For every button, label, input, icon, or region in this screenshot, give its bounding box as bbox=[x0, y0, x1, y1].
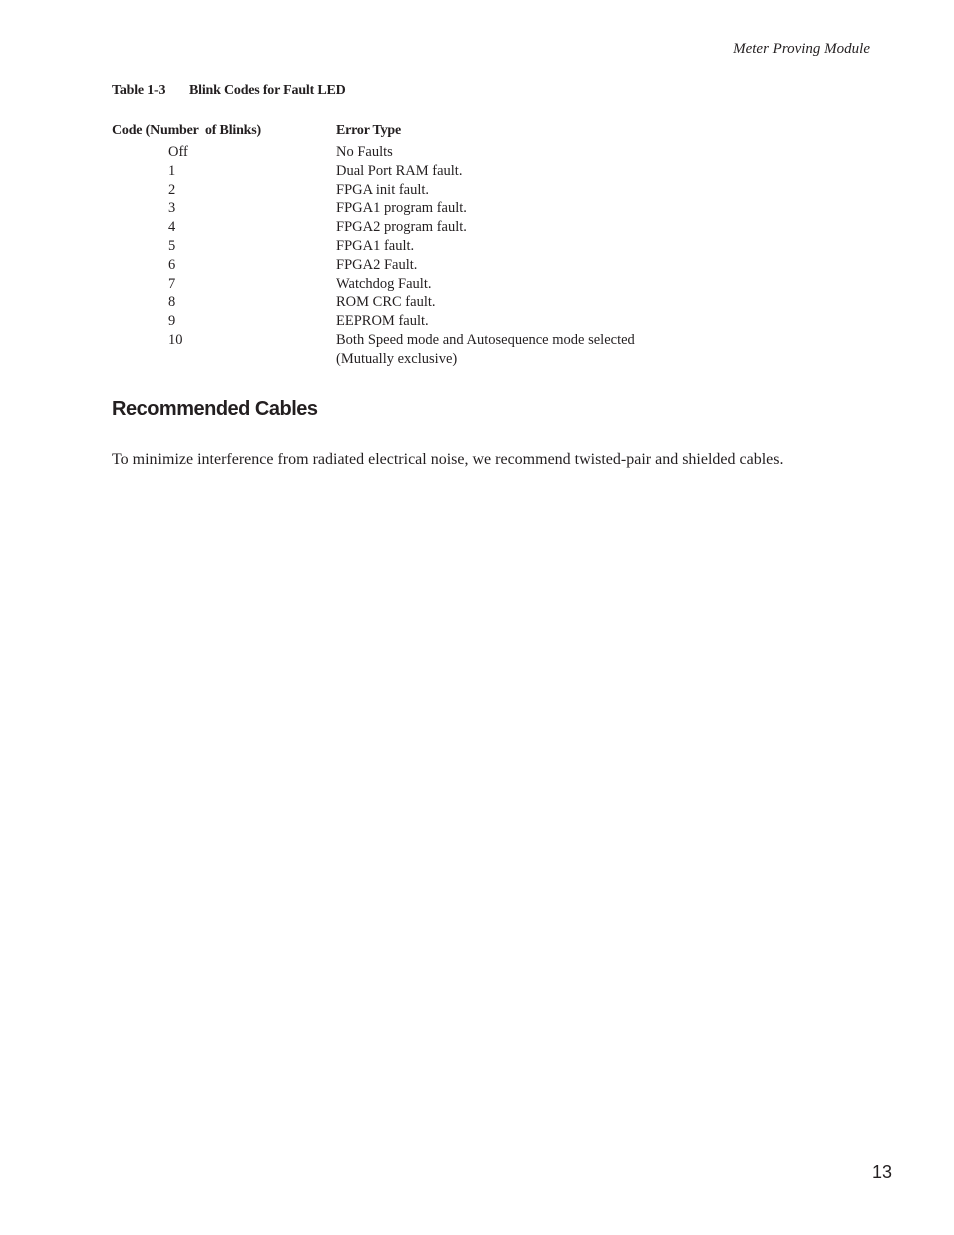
section-heading: Recommended Cables bbox=[112, 398, 318, 420]
error-type-cell: Dual Port RAM fault. bbox=[336, 162, 463, 179]
code-cell: 7 bbox=[168, 275, 176, 292]
table-row bbox=[112, 331, 712, 350]
running-header: Meter Proving Module bbox=[733, 41, 870, 57]
error-type-cell: Watchdog Fault. bbox=[336, 275, 432, 292]
column-header-error-type: Error Type bbox=[336, 123, 402, 138]
table-row bbox=[112, 293, 712, 312]
code-cell: 4 bbox=[168, 219, 176, 236]
body-paragraph: To minimize interference from radiated electrical noise, we recommend twisted-pair and shielded cables. bbox=[112, 451, 784, 468]
table-row bbox=[112, 237, 712, 256]
code-cell: 1 bbox=[168, 162, 176, 179]
code-cell: 8 bbox=[168, 294, 176, 311]
table-row bbox=[112, 143, 712, 162]
table-row bbox=[112, 275, 712, 294]
table-row bbox=[112, 218, 712, 237]
code-cell: 10 bbox=[168, 331, 183, 348]
code-cell: 2 bbox=[168, 181, 176, 198]
error-type-cell: FPGA init fault. bbox=[336, 181, 430, 198]
error-type-cell: EEPROM fault. bbox=[336, 313, 429, 330]
error-type-cell: ROM CRC fault. bbox=[336, 294, 436, 311]
code-cell: 5 bbox=[168, 237, 176, 254]
error-type-cell: FPGA1 fault. bbox=[336, 237, 415, 254]
table-header-row bbox=[112, 123, 712, 143]
table-row bbox=[112, 162, 712, 181]
column-header-code: Code (Number of Blinks) bbox=[112, 123, 261, 138]
code-cell: 9 bbox=[168, 313, 176, 330]
table-caption bbox=[112, 83, 346, 99]
code-cell: 6 bbox=[168, 256, 176, 273]
error-type-cell: FPGA2 Fault. bbox=[336, 256, 418, 273]
error-type-cell: Both Speed mode and Autosequence mode selected bbox=[336, 331, 635, 348]
error-type-cell: FPGA1 program fault. bbox=[336, 200, 467, 217]
table-caption-number: Table 1-3 bbox=[112, 83, 166, 98]
table-row bbox=[112, 181, 712, 200]
table-row bbox=[112, 199, 712, 218]
table-row bbox=[112, 350, 712, 369]
code-cell: 3 bbox=[168, 200, 176, 217]
page-number: 13 bbox=[871, 1162, 892, 1182]
table-row bbox=[112, 312, 712, 331]
error-type-cell: (Mutually exclusive) bbox=[336, 350, 458, 367]
error-type-cell: FPGA2 program fault. bbox=[336, 219, 467, 236]
table-caption-title: Blink Codes for Fault LED bbox=[189, 83, 346, 98]
code-cell: Off bbox=[168, 144, 188, 160]
table-row bbox=[112, 256, 712, 275]
error-type-cell: No Faults bbox=[336, 144, 393, 160]
blink-code-table bbox=[112, 123, 712, 369]
